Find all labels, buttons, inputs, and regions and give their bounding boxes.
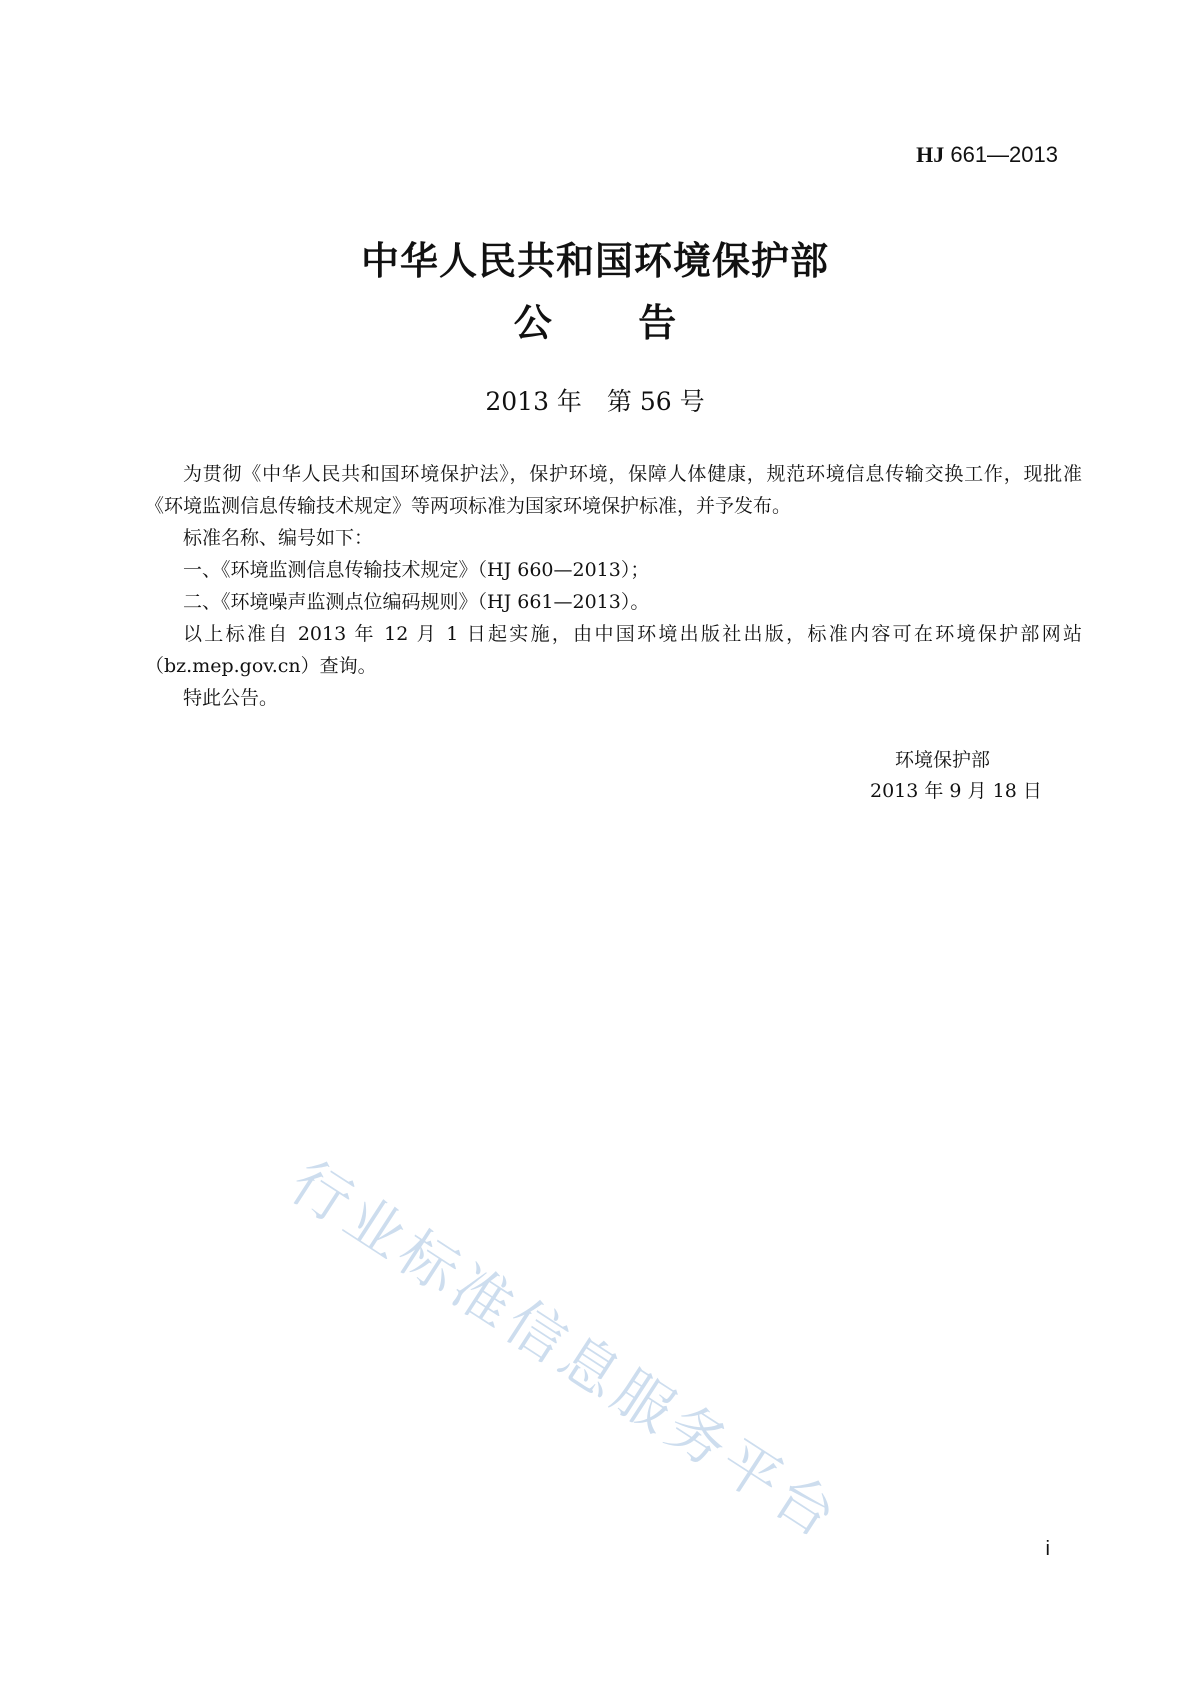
paragraph-purpose: 为贯彻《中华人民共和国环境保护法》，保护环境，保障人体健康，规范环境信息传输交换工作，现批准《环境监测信息传输技术规定》等两项标准为国家环境保护标准，并予发布。 [145,463,1082,517]
document-subtitle [0,292,1190,347]
standard-code [916,142,1058,168]
page-number: i [1045,1538,1050,1560]
document-title: 中华人民共和国环境保护部 [360,239,829,283]
paragraph-closing: 特此公告。 [183,687,279,709]
signature-organization: 环境保护部 [895,749,991,771]
watermark: 行业标准信息服务平台 [278,1147,853,1554]
signature-date: 2013 年 9 月 18 日 [870,780,1042,802]
standard-item-2: 二、《环境噪声监测点位编码规则》（HJ 661—2013）。 [183,591,650,613]
subtitle-char-1: 公 [513,301,552,345]
standard-code-number: 661—2013 [950,142,1058,167]
announcement-body [145,458,1082,714]
subtitle-char-2: 告 [638,301,677,345]
standard-code-prefix: HJ [916,142,945,167]
issue-number: 2013 年 第 56 号 [485,387,705,416]
standard-item-1: 一、《环境监测信息传输技术规定》（HJ 660—2013）； [183,559,650,581]
paragraph-list-intro: 标准名称、编号如下： [183,527,374,549]
paragraph-implementation: 以上标准自 2013 年 12 月 1 日起实施，由中国环境出版社出版，标准内容可在环境保护部网站（bz.mep.gov.cn）查询。 [145,623,1082,677]
